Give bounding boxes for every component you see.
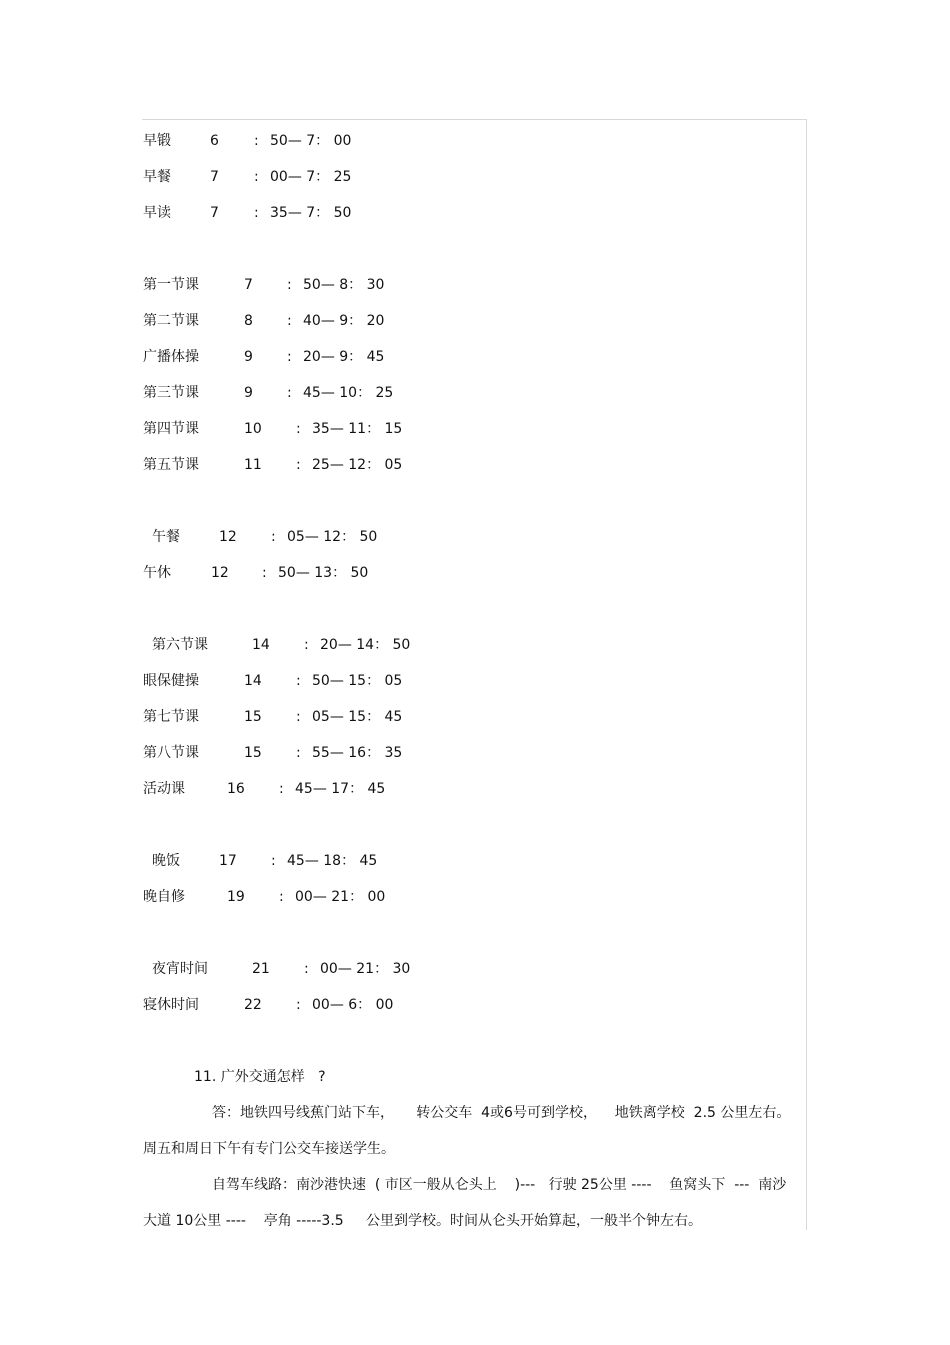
schedule-hour: 22 [244,997,262,1013]
schedule-hour: 16 [227,781,245,797]
schedule-hour: 17 [219,853,237,869]
schedule-time: 40— 9： 20 [303,313,385,329]
schedule-hour: 14 [252,637,270,653]
faq-question: 11. 广外交通怎样 ? [194,1069,326,1085]
schedule-label: 晚自修 [143,889,185,905]
schedule-colon: : [279,781,284,797]
schedule-hour: 8 [244,313,253,329]
schedule-label: 第四节课 [143,421,199,437]
schedule-label: 第七节课 [143,709,199,725]
schedule-hour: 9 [244,385,253,401]
schedule-hour: 21 [252,961,270,977]
schedule-colon: : [287,313,292,329]
schedule-label: 眼保健操 [143,673,199,689]
schedule-hour: 14 [244,673,262,689]
schedule-time: 45— 10： 25 [303,385,394,401]
faq-answer-line-1: 答：地铁四号线蕉门站下车， 转公交车 4或6号可到学校， 地铁离学校 2.5 公里左右。 [212,1105,791,1121]
schedule-label: 第二节课 [143,313,199,329]
schedule-label: 第一节课 [143,277,199,293]
schedule-label: 早读 [143,205,171,221]
schedule-colon: : [296,457,301,473]
schedule-time: 50— 8： 30 [303,277,385,293]
schedule-label: 早锻 [143,133,171,149]
schedule-time: 35— 7： 50 [270,205,352,221]
page-frame [142,119,807,1230]
schedule-colon: : [296,709,301,725]
schedule-label: 寝休时间 [143,997,199,1013]
schedule-time: 05— 15： 45 [312,709,403,725]
schedule-label: 早餐 [143,169,171,185]
schedule-colon: : [296,745,301,761]
schedule-label: 午餐 [152,529,180,545]
schedule-colon: : [254,169,259,185]
schedule-hour: 19 [227,889,245,905]
schedule-colon: : [287,385,292,401]
schedule-colon: : [296,421,301,437]
faq-drive-line-1: 自驾车线路：南沙港快速 ( 市区一般从仑头上 )--- 行驶 25公里 ---- 鱼窝头下 --- 南沙 [212,1177,787,1193]
schedule-hour: 7 [210,205,219,221]
schedule-colon: : [254,205,259,221]
schedule-hour: 9 [244,349,253,365]
schedule-colon: : [271,529,276,545]
schedule-time: 50— 15： 05 [312,673,403,689]
schedule-colon: : [296,997,301,1013]
schedule-colon: : [279,889,284,905]
schedule-hour: 12 [211,565,229,581]
schedule-hour: 6 [210,133,219,149]
schedule-time: 20— 9： 45 [303,349,385,365]
schedule-colon: : [262,565,267,581]
schedule-hour: 15 [244,745,262,761]
schedule-time: 50— 13： 50 [278,565,369,581]
schedule-colon: : [287,277,292,293]
schedule-time: 55— 16： 35 [312,745,403,761]
schedule-hour: 7 [244,277,253,293]
schedule-label: 第六节课 [152,637,208,653]
faq-drive-line-2: 大道 10公里 ---- 亭角 -----3.5 公里到学校。时间从仑头开始算起，一般半个钟左右。 [143,1213,702,1229]
schedule-hour: 10 [244,421,262,437]
schedule-label: 第三节课 [143,385,199,401]
schedule-colon: : [287,349,292,365]
schedule-time: 00— 6： 00 [312,997,394,1013]
schedule-time: 45— 18： 45 [287,853,378,869]
schedule-colon: : [304,637,309,653]
schedule-hour: 15 [244,709,262,725]
schedule-time: 45— 17： 45 [295,781,386,797]
schedule-label: 活动课 [143,781,185,797]
schedule-label: 午休 [143,565,171,581]
faq-answer-line-2: 周五和周日下午有专门公交车接送学生。 [143,1141,395,1157]
schedule-time: 00— 21： 00 [295,889,386,905]
schedule-time: 25— 12： 05 [312,457,403,473]
schedule-label: 第五节课 [143,457,199,473]
schedule-time: 00— 21： 30 [320,961,411,977]
schedule-colon: : [304,961,309,977]
schedule-hour: 12 [219,529,237,545]
schedule-colon: : [296,673,301,689]
schedule-hour: 11 [244,457,262,473]
schedule-time: 20— 14： 50 [320,637,411,653]
schedule-label: 晚饭 [152,853,180,869]
schedule-label: 夜宵时间 [152,961,208,977]
schedule-time: 50— 7： 00 [270,133,352,149]
schedule-colon: : [271,853,276,869]
schedule-label: 广播体操 [143,349,199,365]
schedule-hour: 7 [210,169,219,185]
schedule-label: 第八节课 [143,745,199,761]
schedule-time: 05— 12： 50 [287,529,378,545]
schedule-time: 35— 11： 15 [312,421,403,437]
schedule-colon: : [254,133,259,149]
schedule-time: 00— 7： 25 [270,169,352,185]
